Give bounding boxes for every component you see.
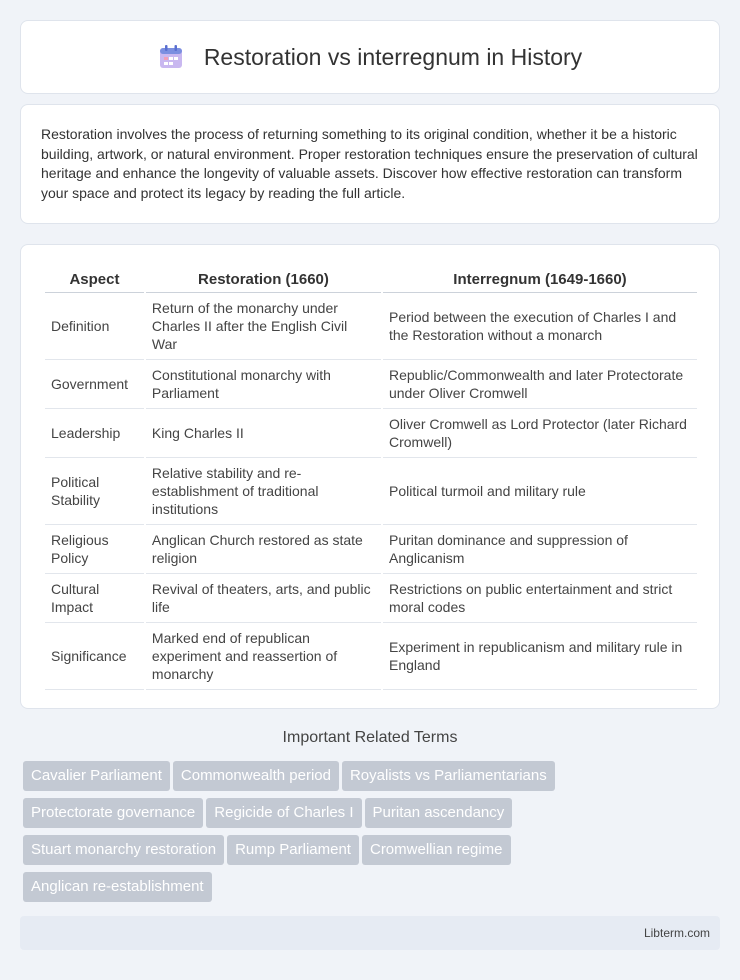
column-header: Aspect	[45, 263, 144, 293]
table-row	[45, 409, 697, 458]
table-row	[45, 293, 697, 360]
footer-site-link[interactable]: Libterm.com	[643, 926, 710, 940]
intro-card	[20, 104, 720, 224]
table-row	[45, 525, 697, 574]
intro-text: Restoration involves the process of returning something to its original condition, whether it be a historic building, artwork, or natural environment. Proper restoration techniques ensure the preservation of cultural heritage and enhance the longevity of valuable assets. Discover how effective restoration can transform your space and protect its legacy by reading the full article.	[41, 126, 698, 201]
aspect-cell: Political Stability	[45, 458, 144, 525]
footer	[20, 916, 720, 950]
aspect-cell: Definition	[45, 293, 144, 360]
interregnum-cell: Experiment in republicanism and military rule in England	[383, 623, 697, 690]
related-terms-list	[23, 761, 723, 909]
restoration-cell: Return of the monarchy under Charles II after the English Civil War	[146, 293, 381, 360]
related-term-tag[interactable]: Commonwealth period	[173, 761, 339, 791]
comparison-card	[20, 244, 720, 709]
related-term-tag[interactable]: Puritan ascendancy	[365, 798, 513, 828]
interregnum-cell: Period between the execution of Charles I and the Restoration without a monarch	[383, 293, 697, 360]
related-term-tag[interactable]: Cromwellian regime	[362, 835, 511, 865]
related-term-tag[interactable]: Royalists vs Parliamentarians	[342, 761, 555, 791]
column-header: Interregnum (1649-1660)	[383, 263, 697, 293]
interregnum-cell: Restrictions on public entertainment and strict moral codes	[383, 574, 697, 623]
restoration-cell: Anglican Church restored as state religion	[146, 525, 381, 574]
table-header-row	[45, 263, 697, 293]
restoration-cell: Constitutional monarchy with Parliament	[146, 360, 381, 409]
interregnum-cell: Republic/Commonwealth and later Protectorate under Oliver Cromwell	[383, 360, 697, 409]
calendar-icon	[158, 44, 184, 70]
related-term-tag[interactable]: Regicide of Charles I	[206, 798, 361, 828]
table-row	[45, 623, 697, 690]
title-card	[20, 20, 720, 94]
table-row	[45, 458, 697, 525]
interregnum-cell: Oliver Cromwell as Lord Protector (later Richard Cromwell)	[383, 409, 697, 458]
page-title: Restoration vs interregnum in History	[203, 43, 583, 70]
related-term-tag[interactable]: Cavalier Parliament	[23, 761, 170, 791]
related-term-tag[interactable]: Anglican re-establishment	[23, 872, 212, 902]
restoration-cell: Revival of theaters, arts, and public life	[146, 574, 381, 623]
aspect-cell: Leadership	[45, 409, 144, 458]
aspect-cell: Religious Policy	[45, 525, 144, 574]
aspect-cell: Significance	[45, 623, 144, 690]
restoration-cell: King Charles II	[146, 409, 381, 458]
related-terms-heading: Important Related Terms	[282, 729, 458, 746]
restoration-cell: Relative stability and re-establishment of traditional institutions	[146, 458, 381, 525]
aspect-cell: Government	[45, 360, 144, 409]
interregnum-cell: Puritan dominance and suppression of Anglicanism	[383, 525, 697, 574]
table-row	[45, 360, 697, 409]
column-header: Restoration (1660)	[146, 263, 381, 293]
related-term-tag[interactable]: Rump Parliament	[227, 835, 359, 865]
restoration-cell: Marked end of republican experiment and reassertion of monarchy	[146, 623, 381, 690]
related-term-tag[interactable]: Stuart monarchy restoration	[23, 835, 224, 865]
aspect-cell: Cultural Impact	[45, 574, 144, 623]
related-term-tag[interactable]: Protectorate governance	[23, 798, 203, 828]
table-row	[45, 574, 697, 623]
interregnum-cell: Political turmoil and military rule	[383, 458, 697, 525]
comparison-table	[43, 263, 699, 690]
